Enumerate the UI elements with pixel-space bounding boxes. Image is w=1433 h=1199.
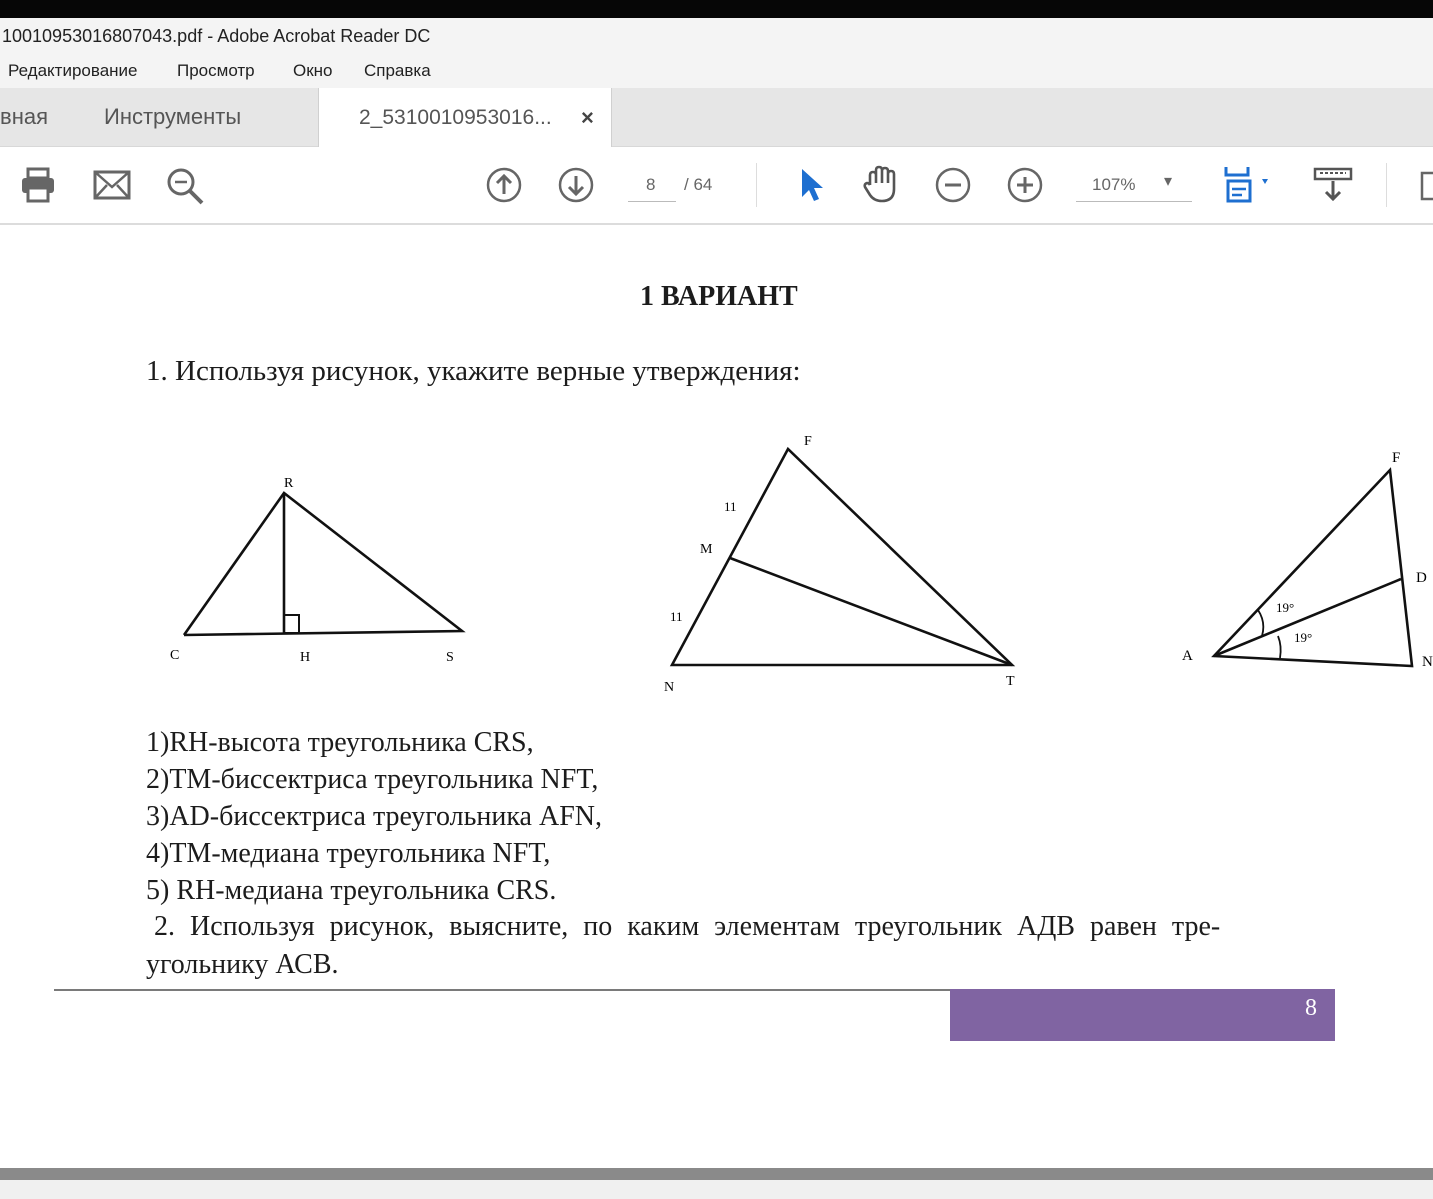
page-down-icon[interactable] — [557, 166, 595, 204]
menu-view[interactable]: Просмотр — [177, 61, 255, 80]
statement-1: 1)RH-высота треугольника CRS, — [146, 727, 534, 758]
statement-4: 4)TM-медиана треугольника NFT, — [146, 838, 551, 869]
menu-edit[interactable]: Редактирование — [8, 61, 138, 80]
statement-5: 5) RH-медиана треугольника CRS. — [146, 875, 557, 906]
window-title: 100109530168070​43.pdf - Adobe Acrobat Reader DC — [2, 26, 431, 46]
tab-home[interactable]: вная — [0, 104, 48, 129]
zoom-out-icon[interactable] — [934, 166, 972, 204]
chevron-down-icon: ▾ — [1164, 173, 1173, 190]
vertex-label: D — [1416, 570, 1427, 586]
statement-3: 3)AD-биссектриса треугольника AFN, — [146, 801, 602, 832]
search-icon[interactable] — [164, 165, 206, 207]
page-up-icon[interactable] — [485, 166, 523, 204]
toolbar — [0, 147, 1433, 225]
scroll-mode-icon[interactable] — [1312, 165, 1354, 205]
angle-label: 19° — [1294, 630, 1313, 645]
triangle-figure-nft — [650, 425, 1030, 695]
vertex-label: R — [284, 476, 294, 491]
vertex-label: S — [446, 650, 454, 665]
page-number-input[interactable] — [628, 169, 676, 202]
vertex-label: N — [1422, 654, 1433, 670]
vertex-label: N — [664, 680, 675, 695]
triangle-figure-afn — [1170, 440, 1433, 680]
page-total: / 64 — [684, 175, 713, 194]
vertex-label: H — [300, 650, 311, 665]
vertex-label: M — [700, 542, 713, 557]
question-1: 1. Используя рисунок, укажите верные утверждения: — [146, 355, 801, 387]
bottom-scroll-divider — [0, 1168, 1433, 1180]
bottom-strip — [0, 1180, 1433, 1199]
vertex-label: F — [1392, 450, 1401, 466]
vertex-label: T — [1006, 674, 1015, 689]
email-icon[interactable] — [92, 167, 132, 203]
angle-label: 19° — [1276, 600, 1295, 615]
hand-icon[interactable] — [860, 163, 902, 205]
toolbar-separator — [1386, 163, 1387, 207]
zoom-in-icon[interactable] — [1006, 166, 1044, 204]
zoom-level-select[interactable] — [1076, 169, 1192, 202]
screen-top-bezel — [0, 0, 1433, 18]
zoom-value: 107% — [1092, 175, 1136, 194]
tab-tools[interactable]: Инструменты — [104, 104, 242, 129]
vertex-label: A — [1182, 648, 1193, 664]
tick-label: 11 — [724, 499, 737, 514]
pdf-page — [0, 225, 1433, 1170]
question-2-line-1: 2. Используя рисунок, выясните, по каким элементам треугольник АДВ равен тре- — [154, 911, 1221, 942]
tick-label: 11 — [670, 609, 683, 624]
page-current: 8 — [646, 175, 656, 194]
close-tab-icon[interactable]: × — [581, 105, 594, 130]
footer-rule — [54, 989, 950, 991]
window-titlebar — [0, 18, 1433, 54]
tab-document[interactable] — [318, 88, 612, 147]
print-icon[interactable] — [18, 165, 58, 205]
menu-window[interactable]: Окно — [293, 61, 333, 80]
menu-bar — [0, 54, 1433, 88]
select-arrow-icon[interactable] — [796, 165, 826, 205]
more-tools-icon[interactable] — [1418, 169, 1433, 203]
menu-help[interactable]: Справка — [364, 61, 431, 80]
vertex-label: C — [170, 648, 180, 663]
page-number: 8 — [1305, 995, 1317, 1021]
statement-2: 2)TM-биссектриса треугольника NFT, — [146, 764, 599, 795]
question-2-line-2: угольнику АСВ. — [146, 949, 339, 980]
fit-page-icon[interactable] — [1222, 163, 1278, 207]
toolbar-separator — [756, 163, 757, 207]
page-heading: 1 ВАРИАНТ — [640, 281, 798, 312]
tab-document-label: 2_5310010953016... — [359, 106, 552, 129]
vertex-label: F — [804, 434, 812, 449]
tab-bar — [0, 88, 1433, 147]
footer-band — [950, 989, 1335, 1041]
triangle-figure-crs — [160, 465, 480, 665]
